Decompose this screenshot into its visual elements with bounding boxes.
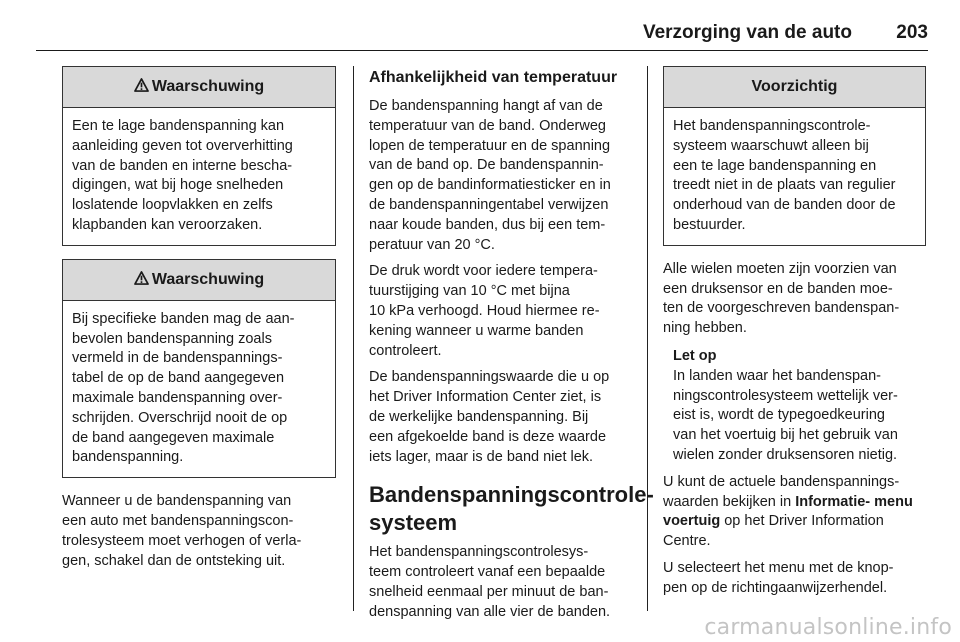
- text-line: kening wanneer u warme banden: [369, 322, 584, 339]
- warning-title: Waarschuwing: [151, 270, 265, 288]
- text-line: Een te lage bandenspanning kan: [72, 118, 285, 134]
- text-line: Bij specifieke banden mag de aan-: [72, 310, 295, 327]
- paragraph: [663, 559, 926, 599]
- warning-box: [62, 66, 336, 246]
- column-divider: [353, 66, 354, 611]
- note: [663, 347, 926, 466]
- subheading: Afhankelijkheid van temperatuur: [369, 69, 618, 86]
- warning-box-header: [63, 67, 335, 108]
- text-line: van het voertuig bij het gebruik van: [673, 427, 898, 444]
- text-line: een te lage bandenspanning en: [673, 157, 877, 174]
- page-title: Verzorging van de auto: [642, 22, 852, 43]
- warning-triangle-icon: [134, 78, 149, 92]
- text-line: U selecteert het menu met de knop-: [663, 559, 894, 576]
- page-number: 203: [896, 22, 928, 43]
- menu-reference: Informatie- menu: [795, 493, 913, 510]
- text-line: controleert.: [369, 342, 442, 359]
- text-line: bestuurder.: [673, 216, 746, 233]
- warning-text: [63, 301, 335, 477]
- text-line: systeem waarschuwt alleen bij: [673, 137, 869, 154]
- warning-box-header: [63, 260, 335, 301]
- text-line: treedt niet in de plaats van regulier: [673, 177, 896, 194]
- text-line: aanleiding geven tot oververhitting: [72, 137, 293, 154]
- text-line: naar koude banden, dus bij een tem-: [369, 216, 606, 233]
- text-line: bevolen bandenspanning zoals: [72, 330, 272, 347]
- watermark: carmanualsonline.info: [704, 615, 952, 640]
- text-line: eist is, wordt de typegoedkeuring: [673, 407, 885, 424]
- paragraph: [369, 97, 633, 255]
- paragraph: [62, 492, 336, 571]
- text-line: bandenspanning.: [72, 449, 184, 466]
- paragraph: [663, 473, 926, 552]
- heading-line: Bandenspanningscontrole-: [369, 482, 654, 508]
- paragraph: [369, 262, 633, 361]
- text-line: een druksensor en de banden moe-: [663, 280, 893, 297]
- text-line: iets lager, maar is de band niet lek.: [369, 448, 594, 465]
- text-line: wielen zonder druksensoren nietig.: [673, 446, 898, 463]
- text-line: gen op de bandinformatiesticker en in: [369, 177, 611, 194]
- text-line: Alle wielen moeten zijn voorzien van: [663, 260, 897, 277]
- text-line: klapbanden kan veroorzaken.: [72, 216, 263, 233]
- text-line: pen op de richtingaanwijzerhendel.: [663, 579, 888, 596]
- text-line: de werkelijke bandenspanning. Bij: [369, 408, 589, 425]
- text-line: trolesysteem moet verhogen of verla-: [62, 532, 302, 549]
- text-line: U kunt de actuele bandenspannings-: [663, 473, 900, 490]
- text-line: peratuur van 20 °C.: [369, 236, 495, 253]
- column-middle: [369, 66, 654, 623]
- warning-text: [63, 108, 335, 245]
- caution-box: [663, 66, 926, 246]
- column-left: [62, 66, 336, 571]
- heading-line: systeem: [369, 510, 458, 536]
- section-heading: [369, 481, 654, 537]
- text-line: ning hebben.: [663, 320, 747, 337]
- page-header: [36, 22, 928, 51]
- paragraph: [663, 260, 926, 339]
- text-line: de band aangegeven maximale: [72, 429, 275, 446]
- text-line: maximale bandenspanning over-: [72, 389, 283, 406]
- warning-triangle-icon: [134, 271, 149, 285]
- column-divider: [647, 66, 648, 611]
- text-line: vermeld in de bandenspannings-: [72, 350, 283, 367]
- text-line: het Driver Information Center ziet, is: [369, 389, 602, 406]
- paragraph: [369, 543, 633, 622]
- text-line: tuurstijging van 10 °C met bijna: [369, 283, 570, 300]
- text-line: Centre.: [663, 533, 711, 550]
- text-line: op het Driver Information: [720, 513, 884, 530]
- text-line: De bandenspanningswaarde die u op: [369, 369, 610, 386]
- text-line: Het bandenspanningscontrolesys-: [369, 544, 589, 561]
- text-line: onderhoud van de banden door de: [673, 197, 896, 214]
- text-line: digingen, wat bij hoge snelheden: [72, 177, 284, 194]
- paragraph: [369, 368, 633, 467]
- text-line: ningscontrolesysteem wettelijk ver-: [673, 387, 898, 404]
- text-line: temperatuur van de band. Onderweg: [369, 117, 606, 134]
- text-line: snelheid eenmaal per minuut de ban-: [369, 583, 609, 600]
- text-line: gen, schakel dan de ontsteking uit.: [62, 552, 286, 569]
- text-line: loslatende loopvlakken en zelfs: [72, 197, 273, 214]
- text-line: schrijden. Overschrijd nooit de op: [72, 409, 288, 426]
- text-line: 10 kPa verhoogd. Houd hiermee re-: [369, 302, 600, 319]
- text-line: waarden bekijken in: [663, 493, 796, 510]
- text-line: ten de voorgeschreven bandenspan-: [663, 300, 900, 317]
- note-label: Let op: [673, 347, 717, 364]
- text-line: lopen de temperatuur en de spanning: [369, 137, 611, 154]
- text-line: denspanning van alle vier de banden.: [369, 603, 611, 620]
- text-line: De bandenspanning hangt af van de: [369, 98, 603, 114]
- text-line: een afgekoelde band is deze waarde: [369, 428, 607, 445]
- caution-text: [664, 108, 925, 245]
- text-line: In landen waar het bandenspan-: [673, 367, 881, 384]
- menu-reference: voertuig: [663, 513, 721, 530]
- text-line: een auto met bandenspanningscon-: [62, 512, 294, 529]
- warning-title: Waarschuwing: [151, 78, 265, 95]
- text-line: van de banden en interne bescha-: [72, 157, 293, 174]
- warning-box: [62, 259, 336, 478]
- text-line: de bandenspanningentabel verwijzen: [369, 196, 609, 213]
- caution-box-header: Voorzichtig: [664, 67, 925, 108]
- text-line: Het bandenspanningscontrole-: [673, 118, 871, 134]
- text-line: Wanneer u de bandenspanning van: [62, 493, 292, 510]
- column-right: [663, 66, 926, 599]
- text-line: De druk wordt voor iedere tempera-: [369, 263, 598, 280]
- text-line: tabel de op de band aangegeven: [72, 370, 285, 387]
- text-line: teem controleert vanaf een bepaalde: [369, 564, 606, 581]
- text-line: van de band op. De bandenspannin-: [369, 157, 604, 174]
